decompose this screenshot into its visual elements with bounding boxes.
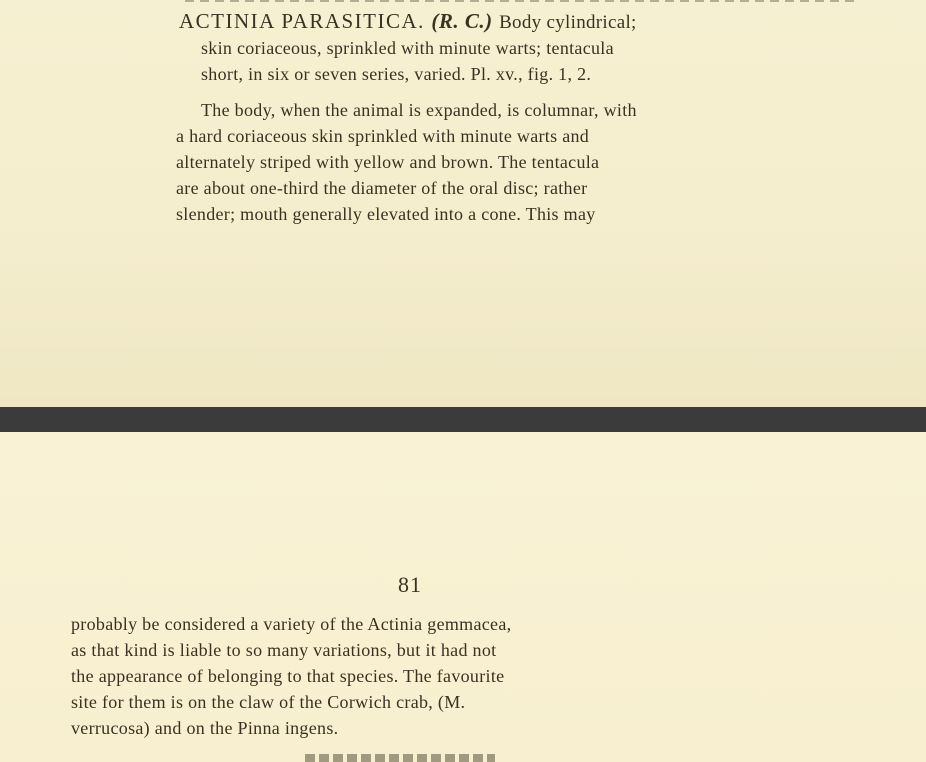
paragraph-line-2: as that kind is liable to so many variations, but it had not [71, 640, 497, 660]
paragraph-line-1: probably be considered a variety of the Actinia gemmacea, [71, 614, 512, 634]
paragraph-line-3: the appearance of belonging to that species. The favourite [71, 666, 505, 686]
paragraph-line-2: a hard coriaceous skin sprinkled with minute warts and [176, 126, 590, 146]
paragraph-line-3: alternately striped with yellow and brown. The tentacula [176, 152, 600, 172]
page-number: 81 [398, 572, 422, 597]
page-divider [0, 407, 926, 432]
paragraph-line-4: are about one-third the diameter of the oral disc; rather [176, 178, 588, 198]
cut-off-text-line [185, 0, 855, 2]
species-authority: (R. C.) [431, 9, 493, 33]
species-heading [179, 10, 637, 34]
cut-off-text-line [305, 754, 495, 762]
bottom-page-fragment [0, 432, 926, 762]
species-name: ACTINIA PARASITICA. [179, 9, 425, 33]
paragraph-line-1: The body, when the animal is expanded, is columnar, with [201, 100, 637, 120]
heading-description: Body cylindrical; [499, 12, 637, 33]
paragraph-line-4: site for them is on the claw of the Corwich crab, (M. [71, 692, 466, 712]
description-line-2: short, in six or seven series, varied. Pl. xv., fig. 1, 2. [201, 64, 592, 84]
paragraph-line-5: verrucosa) and on the Pinna ingens. [71, 718, 339, 738]
description-line-1: skin coriaceous, sprinkled with minute warts; tentacula [201, 38, 614, 58]
paragraph-line-5: slender; mouth generally elevated into a cone. This may [176, 204, 596, 224]
